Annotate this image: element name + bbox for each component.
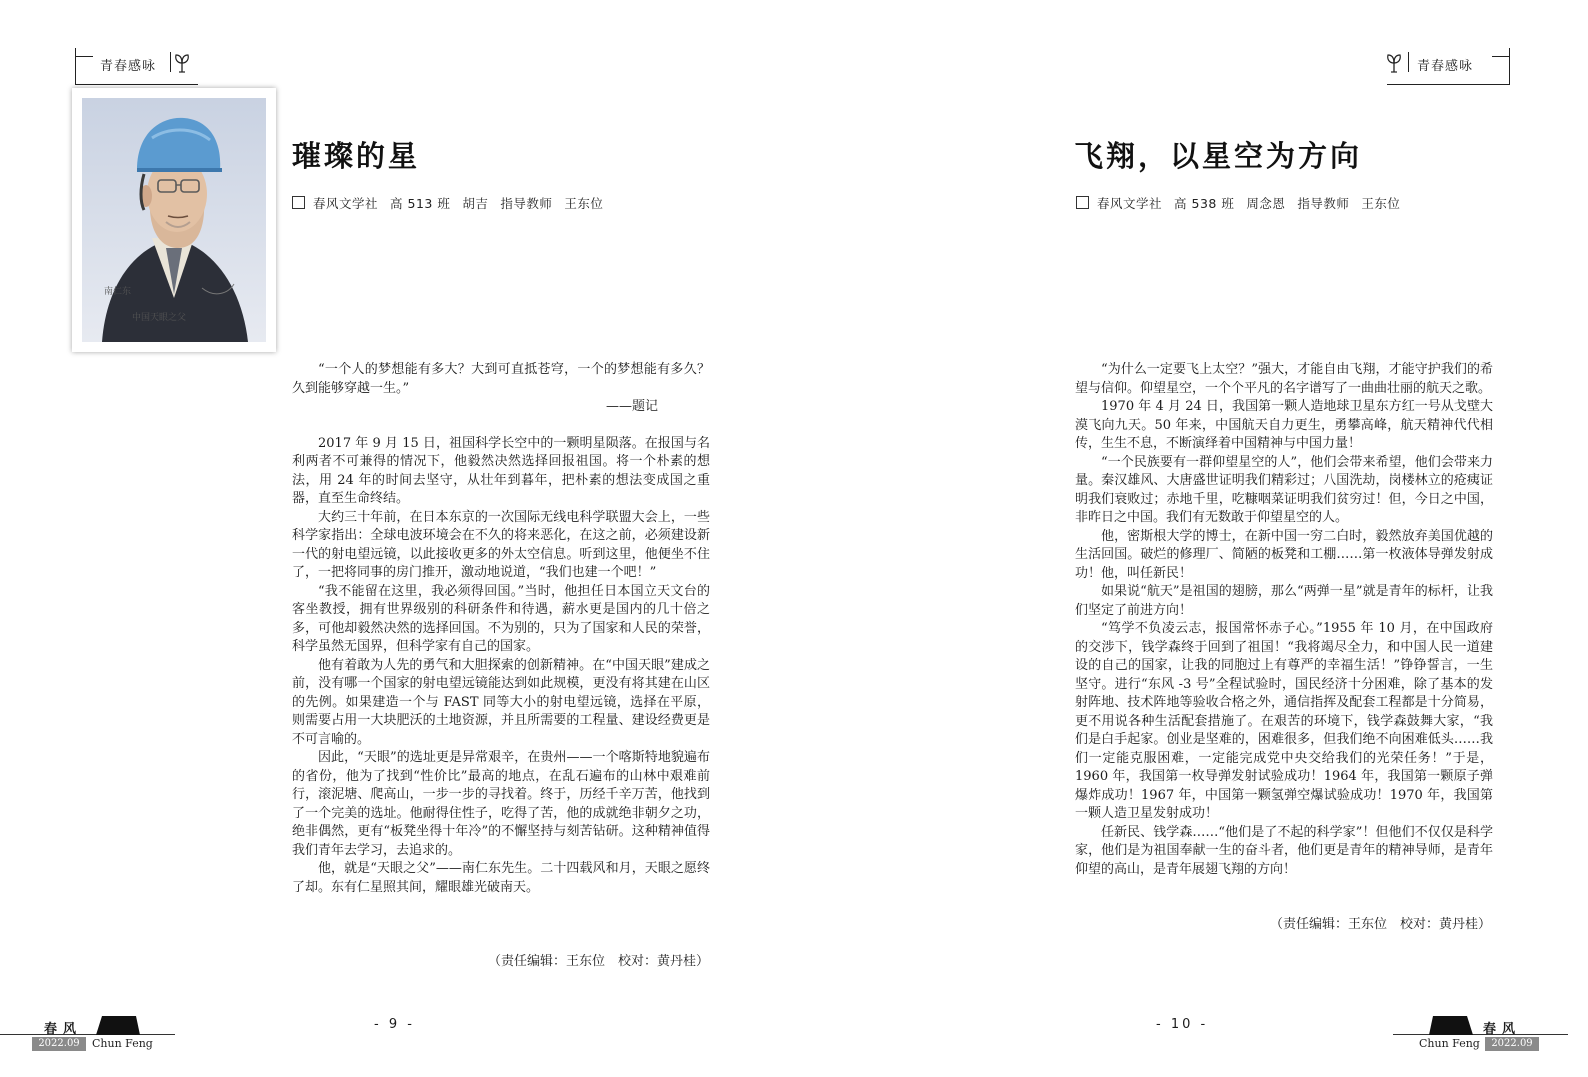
paragraph: 1970 年 4 月 24 日，我国第一颗人造地球卫星东方红一号从戈壁大漠飞向九天。50 年来，中国航天自力更生，勇攀高峰，航天精神代代相传，生生不息，不断演绎着中国精神与中国力量！ — [1075, 399, 1493, 451]
article-title-left: 璀璨的星 — [292, 139, 421, 173]
byline-teacher-label: 指导教师 — [1297, 196, 1350, 211]
paragraph: 大约三十年前，在日本东京的一次国际无线电科学联盟大会上，一些科学家指出：全球电波环境会在不久的将来恶化，在这之前，必须建设新一代的射电望远镜，以此接收更多的外太空信息。听到这里，他便坐不住了，一把将同事的房门推开，激动地说道，“我们也建一个吧！” — [292, 509, 710, 580]
section-label: 青春感咏 — [100, 59, 157, 74]
byline-teacher-label: 指导教师 — [500, 196, 553, 211]
article-title-right: 飞翔，以星空为方向 — [1074, 139, 1363, 173]
footer-left — [0, 1014, 175, 1054]
sprout-icon — [1385, 51, 1403, 73]
page-number-left: - 9 - — [374, 1017, 415, 1032]
footer-date: 2022.09 — [1485, 1037, 1539, 1051]
portrait-illustration — [82, 98, 266, 342]
footer-rule — [1393, 1034, 1568, 1035]
editor-credit-left: （责任编辑：王东位 校对：黄丹桂） — [488, 954, 710, 969]
section-header-left — [75, 48, 198, 85]
paragraph: 他，密斯根大学的博士，在新中国一穷二白时，毅然放弃美国优越的生活回国。破烂的修理厂、简陋的板凳和工棚……第一枚液体导弹发射成功！他，叫任新民！ — [1075, 528, 1493, 581]
paragraph: “我不能留在这里，我必须得回国。”当时，他担任日本国立天文台的客坐教授，拥有世界级别的科研条件和待遇，薪水更是国内的几十倍之多，可他却毅然决然的选择回国。不为别的，只为了国家和人民的荣誉，科学虽然无国界，但科学家有自己的国家。 — [292, 583, 710, 654]
article-body-left — [292, 361, 710, 897]
epigraph: “一个人的梦想能有多大？大到可直抵苍穹，一个的梦想能有多久？久到能够穿越一生。” — [292, 362, 710, 396]
section-header-right — [1387, 48, 1510, 85]
paragraph: 因此，“天眼”的选址更是异常艰辛，在贵州——一个喀斯特地貌遍布的省份，他为了找到“性价比”最高的地点，在乱石遍布的山林中艰难前行，滚泥塘、爬高山，一步一步的寻找着。终于，历经千辛万苦，他找到了一个完美的选址。他耐得住性子，吃得了苦，他的成就绝非朝夕之功，绝非偶然，更有“板凳坐得十年冷”的不懈坚持与刻苦钻研。这种精神值得我们青年去学习，去追求的。 — [292, 750, 710, 858]
footer-right — [1393, 1014, 1568, 1054]
byline-class: 高 538 班 — [1174, 196, 1235, 211]
paragraph: 他，就是“天眼之父”——南仁东先生。二十四载风和月，天眼之愿终了却。东有仁星照其间，耀眼雄光破南天。 — [292, 861, 710, 895]
footer-pinyin: Chun Feng — [92, 1037, 153, 1050]
footer-rule — [0, 1034, 175, 1035]
sprout-icon — [173, 51, 191, 73]
paragraph: 如果说“航天”是祖国的翅膀，那么“两弹一星”就是青年的标杆，让我们坚定了前进方向！ — [1075, 584, 1493, 618]
byline-teacher: 王东位 — [564, 196, 604, 211]
byline-teacher: 王东位 — [1361, 196, 1401, 211]
portrait-signature: 南仁东 — [104, 287, 132, 297]
byline-society: 春风文学社 — [1097, 196, 1163, 211]
footer-date: 2022.09 — [32, 1037, 86, 1051]
paragraph: 任新民、钱学森……“他们是了不起的科学家”！但他们不仅仅是科学家，他们是为祖国奉献一生的奋斗者，他们更是青年的精神导师，是青年仰望的高山，是青年展翅飞翔的方向！ — [1075, 824, 1493, 877]
section-divider — [1408, 52, 1409, 72]
byline-left — [292, 194, 615, 212]
section-label: 青春感咏 — [1417, 59, 1474, 74]
portrait-caption: 中国天眼之父 — [132, 313, 187, 323]
square-box-icon — [1076, 196, 1089, 209]
portrait-frame — [72, 88, 276, 352]
byline-right — [1076, 194, 1412, 212]
square-box-icon — [292, 196, 305, 209]
footer-pinyin: Chun Feng — [1419, 1037, 1480, 1050]
byline-author: 胡吉 — [462, 196, 489, 211]
paragraph: “为什么一定要飞上太空？”强大，才能自由飞翔，才能守护我们的希望与信仰。仰望星空，一个个平凡的名字谱写了一曲曲壮丽的航天之歌。 — [1075, 362, 1493, 396]
epigraph-source: ——题记 — [605, 399, 658, 414]
paragraph: “笃学不负凌云志，报国常怀赤子心。”1955 年 10 月，在中国政府的交涉下，钱学森终于回到了祖国！“我将竭尽全力，和中国人民一道建设的自己的国家，让我的同胞过上有尊严的幸福生活！”铮铮誓言，一生坚守。进行“东风 -3 号”全程试验时，国民经济十分困难，除了基本的发射阵地、技术阵地等验收合格之外，通信指挥及配套工程都是十分简易，更不用说各种生活配套措施了。在艰苦的环境下，钱学森鼓舞大家，“我们是白手起家。创业是坚难的，困难很多，但我们绝不向困难低头……我们一定能克服困难，一定能完成党中央交给我们的光荣任务！”于是，1960 年，我国第一枚导弹发射试验成功！1964 年，我国第一颗原子弹爆炸成功！1967 年，中国第一颗氢弹空爆试验成功！1970 年，我国第一颗人造卫星发射成功！ — [1075, 621, 1493, 821]
byline-society: 春风文学社 — [313, 196, 379, 211]
footer-tab — [1429, 1016, 1473, 1035]
paragraph: 2017 年 9 月 15 日，祖国科学长空中的一颗明星陨落。在报国与名利两者不可兼得的情况下，他毅然决然选择回报祖国。将一个朴素的想法，用 24 年的时间去坚守，从壮年到暮年，把朴素的想法变成国之重器，直至生命终结。 — [292, 435, 710, 506]
footer-tab — [96, 1016, 140, 1035]
byline-author: 周念恩 — [1246, 196, 1286, 211]
paragraph: “一个民族要有一群仰望星空的人”，他们会带来希望，他们会带来力量。秦汉雄风、大唐盛世证明我们精彩过；八国洗劫，岗楼林立的疮痍证明我们衰败过；赤地千里，吃糠咽菜证明我们贫穷过！但，今日之中国，非昨日之中国。我们有无数敢于仰望星空的人。 — [1075, 454, 1493, 525]
paragraph: 他有着敢为人先的勇气和大胆探索的创新精神。在“中国天眼”建成之前，没有哪一个国家的射电望远镜能达到如此规模，更没有将其建在山区的先例。如果建造一个与 FAST 同等大小的射电望远镜，选择在平原，则需要占用一大块肥沃的土地资源，并且所需要的工程量、建设经费更是不可言喻的。 — [292, 657, 710, 747]
section-divider — [170, 52, 171, 72]
footer-brand: 春风 — [44, 1022, 83, 1037]
editor-credit-right: （责任编辑：王东位 校对：黄丹桂） — [1270, 917, 1492, 932]
footer-brand: 春风 — [1483, 1022, 1522, 1037]
page-number-right: - 10 - — [1156, 1017, 1209, 1032]
byline-class: 高 513 班 — [390, 196, 451, 211]
article-body-right — [1075, 361, 1493, 879]
